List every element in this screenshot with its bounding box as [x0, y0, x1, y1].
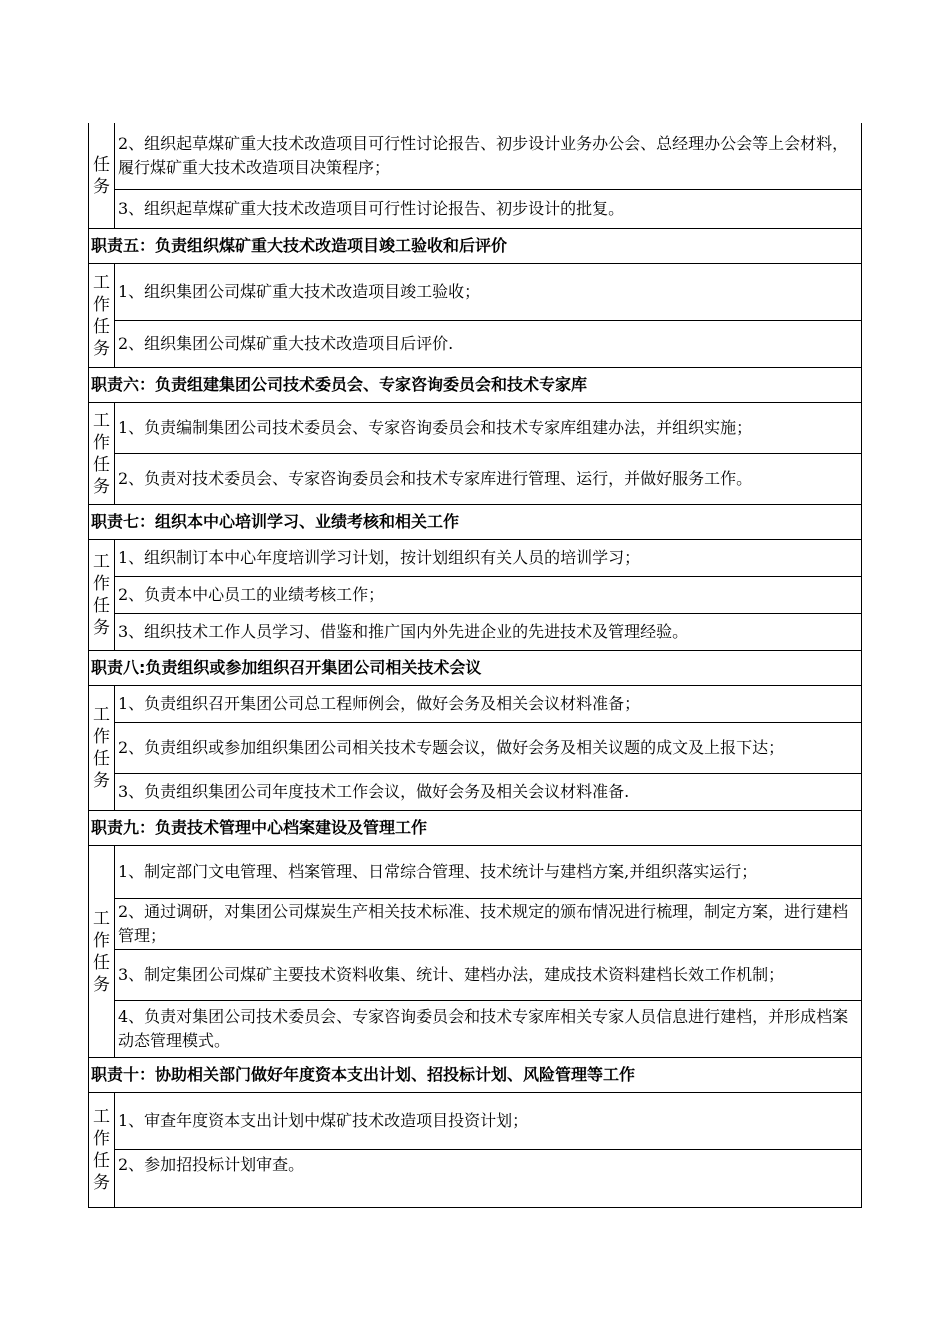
- task-item: 3、组织起草煤矿重大技术改造项目可行性讨论报告、初步设计的批复。: [115, 190, 862, 229]
- task-row: [89, 123, 862, 190]
- task-group-label: [89, 846, 115, 1058]
- task-label-char: 务: [93, 1173, 110, 1193]
- task-row: [89, 190, 862, 229]
- task-label-char: 任: [93, 1151, 110, 1171]
- task-label-char: 务: [93, 176, 110, 197]
- task-label-char: 务: [93, 338, 110, 359]
- task-row: [89, 846, 862, 899]
- responsibility-table: [88, 123, 862, 1208]
- task-item: 2、负责组织或参加组织集团公司相关技术专题会议，做好会务及相关议题的成文及上报下达；: [115, 723, 862, 774]
- task-row: [89, 454, 862, 505]
- task-row: [89, 899, 862, 950]
- task-group-label: [89, 686, 115, 811]
- task-item: 1、审查年度资本支出计划中煤矿技术改造项目投资计划；: [115, 1093, 862, 1150]
- duty-row: [89, 651, 862, 686]
- task-label-char: 任: [93, 596, 110, 616]
- task-group-label: [89, 540, 115, 651]
- task-label-char: 务: [93, 771, 110, 791]
- task-row: [89, 614, 862, 651]
- task-row: [89, 540, 862, 577]
- duty-heading: 职责七：组织本中心培训学习、业绩考核和相关工作: [89, 505, 862, 540]
- task-item: 3、负责组织集团公司年度技术工作会议，做好会务及相关会议材料准备.: [115, 774, 862, 811]
- task-label-char: 任: [93, 952, 110, 973]
- task-item: 1、组织集团公司煤矿重大技术改造项目竣工验收；: [115, 264, 862, 321]
- task-row: [89, 723, 862, 774]
- task-group-label: [89, 264, 115, 368]
- task-item: 1、负责编制集团公司技术委员会、专家咨询委员会和技术专家库组建办法，并组织实施；: [115, 403, 862, 454]
- task-label-char: 作: [93, 1129, 110, 1149]
- task-row: [89, 321, 862, 368]
- duty-row: [89, 1058, 862, 1093]
- task-row: [89, 264, 862, 321]
- task-label-char: 作: [93, 432, 110, 453]
- task-item: 1、组织制订本中心年度培训学习计划，按计划组织有关人员的培训学习；: [115, 540, 862, 577]
- task-label-char: 任: [93, 316, 110, 337]
- task-row: [89, 774, 862, 811]
- task-row: [89, 403, 862, 454]
- task-label-char: 工: [93, 410, 110, 431]
- task-label-char: 工: [93, 1107, 110, 1127]
- duty-heading: 职责五：负责组织煤矿重大技术改造项目竣工验收和后评价: [89, 229, 862, 264]
- task-group-label: [89, 403, 115, 505]
- task-label-char: 任: [93, 154, 110, 175]
- task-group-label: [89, 123, 115, 229]
- task-item: 1、负责组织召开集团公司总工程师例会，做好会务及相关会议材料准备；: [115, 686, 862, 723]
- duty-heading: 职责九：负责技术管理中心档案建设及管理工作: [89, 811, 862, 846]
- task-row: [89, 577, 862, 614]
- task-row: [89, 1093, 862, 1150]
- task-label-char: 务: [93, 476, 110, 497]
- task-item: 3、制定集团公司煤矿主要技术资料收集、统计、建档办法，建成技术资料建档长效工作机制；: [115, 950, 862, 1001]
- task-item: 1、制定部门文电管理、档案管理、日常综合管理、技术统计与建档方案,并组织落实运行；: [115, 846, 862, 899]
- task-label-char: 作: [93, 574, 110, 594]
- task-row: [89, 950, 862, 1001]
- task-label-char: 作: [93, 727, 110, 747]
- duty-row: [89, 811, 862, 846]
- task-label-char: 作: [93, 294, 110, 315]
- duty-row: [89, 368, 862, 403]
- task-label-char: 工: [93, 705, 110, 725]
- task-label-char: 工: [93, 272, 110, 293]
- task-item: 2、组织集团公司煤矿重大技术改造项目后评价.: [115, 321, 862, 368]
- table-body: [89, 123, 862, 1208]
- duty-row: [89, 229, 862, 264]
- task-label-char: 工: [93, 908, 110, 929]
- task-item: 2、负责本中心员工的业绩考核工作；: [115, 577, 862, 614]
- task-label-char: 任: [93, 454, 110, 475]
- duty-heading: 职责十：协助相关部门做好年度资本支出计划、招投标计划、风险管理等工作: [89, 1058, 862, 1093]
- task-label-char: 作: [93, 930, 110, 951]
- task-group-label: [89, 1093, 115, 1208]
- task-item: 2、参加招投标计划审查。: [115, 1150, 862, 1208]
- task-label-char: 工: [93, 552, 110, 572]
- task-item: 4、负责对集团公司技术委员会、专家咨询委员会和技术专家库相关专家人员信息进行建档，并形成档案动态管理模式。: [115, 1001, 862, 1058]
- task-label-char: 务: [93, 618, 110, 638]
- task-label-char: 任: [93, 749, 110, 769]
- task-item: 3、组织技术工作人员学习、借鉴和推广国内外先进企业的先进技术及管理经验。: [115, 614, 862, 651]
- task-label-char: 务: [93, 974, 110, 995]
- task-row: [89, 1150, 862, 1208]
- task-item: 2、通过调研，对集团公司煤炭生产相关技术标准、技术规定的颁布情况进行梳理，制定方案，进行建档管理；: [115, 899, 862, 950]
- task-item: 2、负责对技术委员会、专家咨询委员会和技术专家库进行管理、运行，并做好服务工作。: [115, 454, 862, 505]
- task-item: 2、组织起草煤矿重大技术改造项目可行性讨论报告、初步设计业务办公会、总经理办公会等上会材料，履行煤矿重大技术改造项目决策程序；: [115, 123, 862, 190]
- task-row: [89, 1001, 862, 1058]
- duty-row: [89, 505, 862, 540]
- duty-heading: 职责六：负责组建集团公司技术委员会、专家咨询委员会和技术专家库: [89, 368, 862, 403]
- task-row: [89, 686, 862, 723]
- duty-heading: 职责八:负责组织或参加组织召开集团公司相关技术会议: [89, 651, 862, 686]
